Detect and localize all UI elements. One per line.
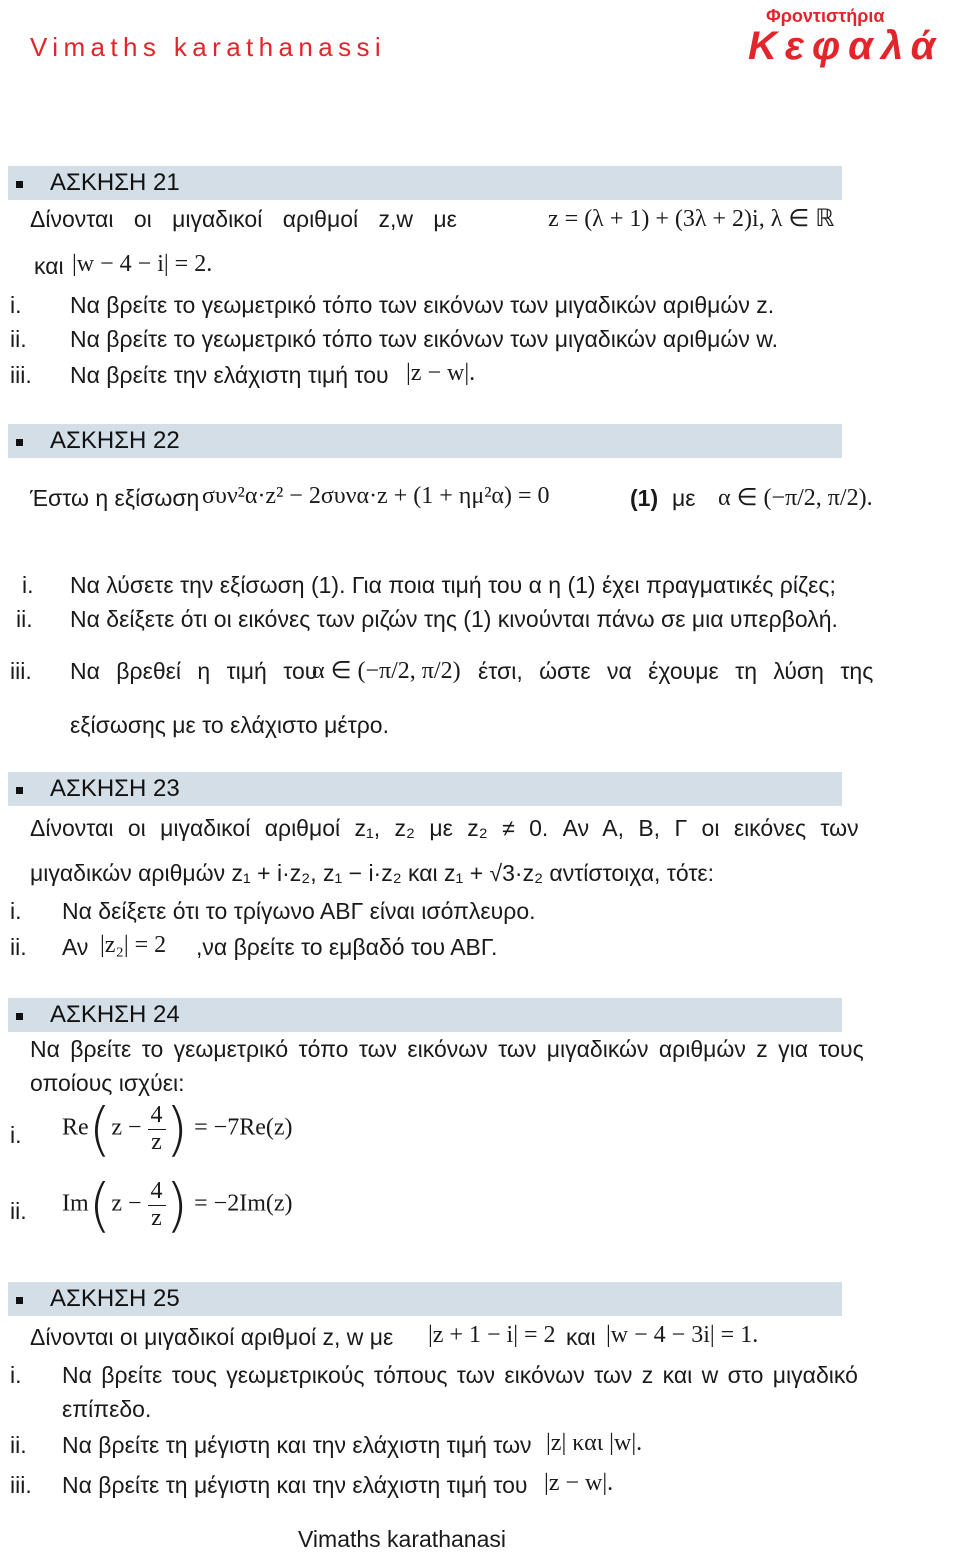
exercise-25-intro: Δίνονται οι μιγαδικοί αριθμοί z, w με [30, 1324, 394, 1350]
exercise-title: ΑΣΚΗΣΗ 22 [50, 427, 180, 454]
site-name: Vimaths karathanassi [30, 32, 387, 62]
item-label: i. [10, 292, 22, 318]
and-label: και [566, 1324, 596, 1350]
item-text: Να βρείτε τη μέγιστη και την ελάχιστη τιμή των [62, 1432, 532, 1458]
item-label: iii. [10, 658, 32, 684]
exercise-23-header [8, 772, 842, 806]
item-text-line2: επίπεδο. [62, 1396, 152, 1422]
item-label: i. [10, 898, 22, 924]
item-math: Re(z − $\frac{4}{z}$ ) = −7Re(z) [62, 1095, 293, 1163]
exercise-22-header [8, 424, 842, 458]
bullet-icon [16, 1013, 23, 1020]
fraction: $\frac{4}{z}$ [148, 1103, 166, 1154]
bullet-icon [16, 439, 23, 446]
item-text: Να βρείτε το γεωμετρικό τόπο των εικόνων των μιγαδικών αριθμών z. [70, 292, 775, 318]
item-math: |z₂| = 2 [100, 932, 167, 958]
exercise-title: ΑΣΚΗΣΗ 24 [50, 1001, 180, 1028]
footer-text: Vimaths karathanasi [298, 1526, 506, 1552]
item-label: i. [22, 572, 34, 598]
exercise-21-header [8, 166, 842, 200]
item-label: ii. [10, 1198, 27, 1224]
formula-1: |z + 1 − i| = 2 [428, 1322, 556, 1348]
item-text: Να βρείτε την ελάχιστη τιμή του [70, 362, 389, 388]
item-text: Να βρείτε τη μέγιστη και την ελάχιστη τιμή του [62, 1472, 528, 1498]
brand-tagline: Φροντιστήρια [766, 6, 885, 26]
item-text-after: ,να βρείτε το εμβαδό του ΑΒΓ. [196, 934, 498, 960]
exercise-title: ΑΣΚΗΣΗ 25 [50, 1285, 180, 1312]
exercise-21-intro: Δίνονται οι μιγαδικοί αριθμοί z,w με [30, 206, 457, 232]
item-text: Να δείξετε ότι το τρίγωνο ΑΒΓ είναι ισόπλευρο. [62, 898, 536, 924]
exercise-title: ΑΣΚΗΣΗ 21 [50, 169, 180, 196]
brand-logo: Κεφαλά [748, 24, 944, 68]
fraction: $\frac{4}{z}$ [148, 1179, 166, 1230]
item-text-before: Αν [62, 934, 89, 960]
item-label: i. [10, 1362, 22, 1388]
item-math: |z − w|. [406, 360, 476, 386]
equation: συν²α·z² − 2συνα·z + (1 + ημ²α) = 0 [202, 483, 550, 509]
item-label: iii. [10, 362, 32, 388]
with-label: με [672, 485, 696, 511]
item-math: |z| και |w|. [546, 1430, 643, 1456]
item-label: iii. [10, 1472, 32, 1498]
exercise-title: ΑΣΚΗΣΗ 23 [50, 775, 180, 802]
bullet-icon [16, 1297, 23, 1304]
item-text: Να δείξετε ότι οι εικόνες των ριζών της (1) κινούνται πάνω σε μια υπερβολή. [70, 606, 838, 632]
item-text: Να λύσετε την εξίσωση (1). Για ποια τιμή του α η (1) έχει πραγματικές ρίζες; [70, 572, 836, 598]
bullet-icon [16, 787, 23, 794]
item-label: ii. [16, 606, 33, 632]
exercise-24-intro: Να βρείτε το γεωμετρικό τόπο των εικόνων των μιγαδικών αριθμών z για τους [30, 1036, 864, 1062]
item-text-after: έτσι, ώστε να έχουμε τη λύση της [478, 658, 874, 684]
item-label: ii. [10, 326, 27, 352]
exercise-25-header [8, 1282, 842, 1316]
item-text-line2: εξίσωσης με το ελάχιστο μέτρο. [70, 712, 389, 738]
exercise-23-line2: μιγαδικών αριθμών z₁ + i·z₂, z₁ − i·z₂ και z₁ + √3·z₂ αντίστοιχα, τότε: [30, 860, 715, 886]
exercise-22-intro: Έστω η εξίσωση [30, 485, 200, 511]
item-label: ii. [10, 1432, 27, 1458]
formula-w: |w − 4 − i| = 2. [72, 251, 213, 277]
item-text: Να βρείτε το γεωμετρικό τόπο των εικόνων των μιγαδικών αριθμών w. [70, 326, 779, 352]
formula-2: |w − 4 − 3i| = 1. [606, 1322, 759, 1348]
exercise-24-intro2: οποίους ισχύει: [30, 1070, 185, 1096]
item-label: i. [10, 1122, 22, 1148]
bullet-icon [16, 181, 23, 188]
item-math: α ∈ (−π/2, π/2) [312, 658, 461, 684]
item-text-before: Να βρεθεί η τιμή του [70, 658, 318, 684]
item-text: Να βρείτε τους γεωμετρικούς τόπους των εικόνων των z και w στο μιγαδικό [62, 1362, 858, 1388]
exercise-23-intro: Δίνονται οι μιγαδικοί αριθμοί z₁, z₂ με z₂ ≠ 0. Αν Α, Β, Γ οι εικόνες των [30, 815, 859, 841]
item-label: ii. [10, 934, 27, 960]
interval: α ∈ (−π/2, π/2). [718, 485, 873, 511]
and-label: και [34, 253, 64, 279]
formula-z: z = (λ + 1) + (3λ + 2)i, λ ∈ ℝ [548, 206, 835, 232]
exercise-24-header [8, 998, 842, 1032]
equation-ref: (1) [630, 485, 659, 511]
item-math: Im(z − $\frac{4}{z}$ ) = −2Im(z) [62, 1171, 293, 1239]
item-math: |z − w|. [544, 1470, 614, 1496]
